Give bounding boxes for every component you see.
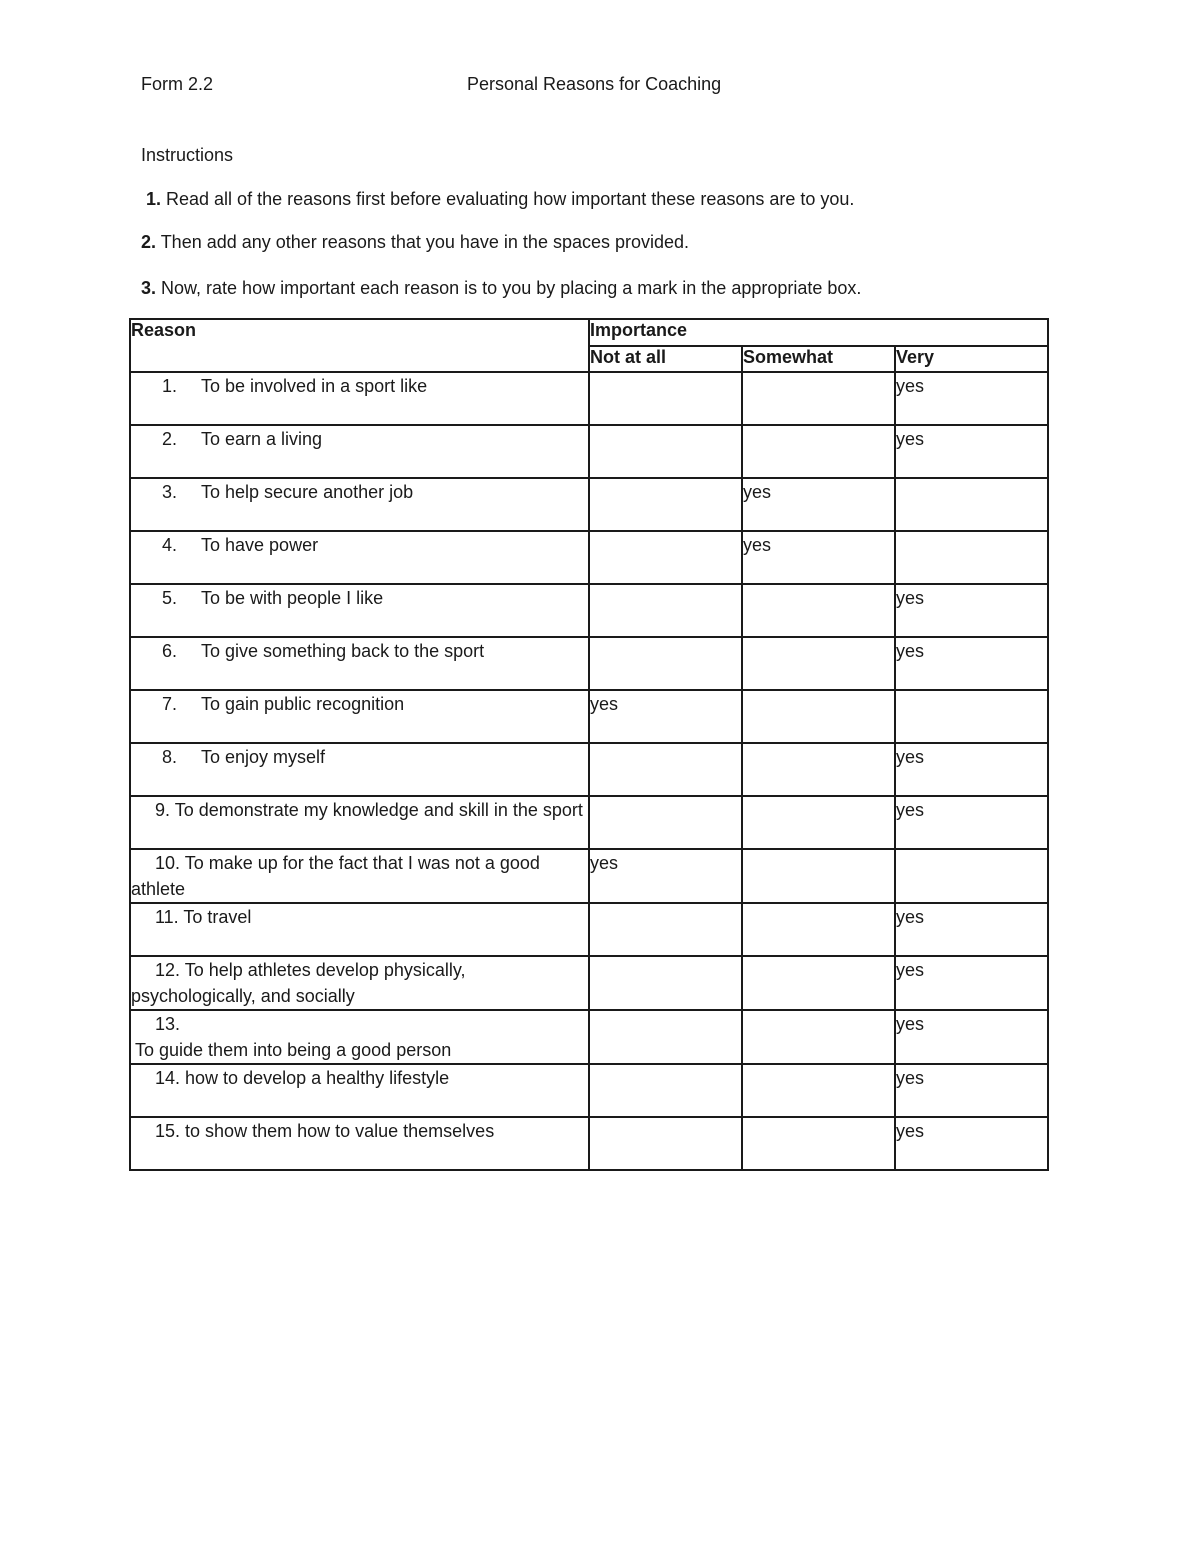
not-at-all-cell[interactable] [589, 584, 742, 637]
importance-column-header: Importance [589, 319, 1048, 346]
page-title: Personal Reasons for Coaching [467, 74, 722, 94]
reason-number: 4. [161, 535, 177, 555]
reason-text: To make up for the fact that I was not a good athlete [131, 853, 540, 899]
not-at-all-cell[interactable] [589, 796, 742, 849]
rating-mark: yes [896, 1068, 925, 1088]
reason-number: 8. [161, 747, 177, 767]
reason-number: 2. [161, 429, 177, 449]
reason-cell[interactable] [130, 372, 589, 425]
table-row [130, 796, 1048, 849]
very-column-header: Very [895, 346, 1048, 372]
table-row [130, 425, 1048, 478]
reason-number: 6. [161, 641, 177, 661]
reason-cell[interactable] [130, 1064, 589, 1117]
reason-cell[interactable] [130, 584, 589, 637]
rating-mark: yes [896, 1121, 925, 1141]
very-cell[interactable] [895, 1064, 1048, 1117]
somewhat-cell[interactable] [742, 956, 895, 1010]
very-cell[interactable] [895, 743, 1048, 796]
rating-mark: yes [896, 641, 925, 661]
somewhat-cell[interactable] [742, 796, 895, 849]
not-at-all-cell[interactable] [589, 743, 742, 796]
somewhat-cell[interactable] [742, 743, 895, 796]
not-at-all-cell[interactable] [589, 956, 742, 1010]
very-cell[interactable] [895, 425, 1048, 478]
reason-text: To guide them into being a good person [135, 1040, 452, 1060]
reason-number: 1. [161, 376, 177, 396]
reason-text: To have power [201, 535, 319, 555]
reason-text: To earn a living [201, 429, 323, 449]
table-row [130, 1117, 1048, 1170]
somewhat-cell[interactable] [742, 531, 895, 584]
reason-column-header: Reason [130, 319, 589, 372]
reason-text: To be involved in a sport like [201, 376, 428, 396]
reason-cell[interactable] [130, 743, 589, 796]
rating-mark: yes [896, 1014, 925, 1034]
rating-mark: yes [896, 907, 925, 927]
reason-cell[interactable] [130, 531, 589, 584]
instruction-3 [141, 278, 861, 299]
rating-mark: yes [590, 853, 619, 873]
instruction-text: Now, rate how important each reason is to you by placing a mark in the appropriate box. [156, 278, 862, 298]
very-cell[interactable] [895, 1117, 1048, 1170]
not-at-all-cell[interactable] [589, 1117, 742, 1170]
instruction-2 [141, 232, 689, 253]
table-row [130, 956, 1048, 1010]
reason-number: 12. [155, 960, 181, 980]
table-row [130, 743, 1048, 796]
reason-cell[interactable] [130, 1117, 589, 1170]
rating-mark: yes [896, 588, 925, 608]
reason-text: To travel [178, 907, 252, 927]
very-cell[interactable] [895, 903, 1048, 956]
table-row [130, 690, 1048, 743]
not-at-all-column-header: Not at all [589, 346, 742, 372]
instruction-number: 3. [141, 278, 157, 298]
reasons-table [129, 318, 1049, 1171]
reason-text: To enjoy myself [201, 747, 326, 767]
very-cell[interactable] [895, 584, 1048, 637]
reason-cell[interactable] [130, 637, 589, 690]
reason-cell[interactable] [130, 956, 589, 1010]
reason-text: To gain public recognition [201, 694, 405, 714]
not-at-all-cell[interactable] [589, 903, 742, 956]
reason-number: 7. [161, 694, 177, 714]
somewhat-cell[interactable] [742, 1010, 895, 1064]
table-row [130, 584, 1048, 637]
somewhat-cell[interactable] [742, 903, 895, 956]
reasons-table-body [130, 372, 1048, 1170]
reason-number: 10. [155, 853, 181, 873]
not-at-all-cell[interactable] [589, 637, 742, 690]
rating-mark: yes [590, 694, 619, 714]
table-row [130, 531, 1048, 584]
instruction-number: 1. [146, 189, 162, 209]
table-row [130, 372, 1048, 425]
reason-number: 9. [155, 800, 171, 820]
reason-cell[interactable] [130, 796, 589, 849]
form-number: Form 2.2 [141, 74, 214, 94]
very-cell[interactable] [895, 1010, 1048, 1064]
reason-cell[interactable] [130, 849, 589, 903]
not-at-all-cell[interactable] [589, 372, 742, 425]
reason-cell[interactable] [130, 478, 589, 531]
instruction-1 [146, 189, 854, 210]
rating-mark: yes [896, 747, 925, 767]
very-cell[interactable] [895, 796, 1048, 849]
table-row [130, 849, 1048, 903]
not-at-all-cell[interactable] [589, 1010, 742, 1064]
rating-mark: yes [896, 960, 925, 980]
instruction-number: 2. [141, 232, 157, 252]
very-cell[interactable] [895, 956, 1048, 1010]
rating-mark: yes [896, 376, 925, 396]
very-cell[interactable] [895, 637, 1048, 690]
reason-cell[interactable] [130, 1010, 589, 1064]
table-row [130, 903, 1048, 956]
reason-number: 13. [155, 1014, 181, 1034]
reason-cell[interactable] [130, 903, 589, 956]
somewhat-cell[interactable] [742, 1064, 895, 1117]
very-cell[interactable] [895, 849, 1048, 903]
not-at-all-cell[interactable] [589, 690, 742, 743]
reason-text: to show them how to value themselves [180, 1121, 495, 1141]
reason-text: To be with people I like [201, 588, 384, 608]
table-row [130, 1064, 1048, 1117]
not-at-all-cell[interactable] [589, 1064, 742, 1117]
rating-mark: yes [896, 429, 925, 449]
reason-cell[interactable] [130, 690, 589, 743]
reason-text: To help athletes develop physically, psychologically, and socially [131, 960, 466, 1006]
page-header [141, 74, 1061, 100]
somewhat-cell[interactable] [742, 478, 895, 531]
reason-text: To give something back to the sport [201, 641, 485, 661]
very-cell[interactable] [895, 690, 1048, 743]
somewhat-column-header: Somewhat [742, 346, 895, 372]
somewhat-cell[interactable] [742, 637, 895, 690]
not-at-all-cell[interactable] [589, 478, 742, 531]
rating-mark: yes [743, 535, 772, 555]
somewhat-cell[interactable] [742, 690, 895, 743]
table-row [130, 478, 1048, 531]
reason-text: To help secure another job [201, 482, 414, 502]
reason-text: To demonstrate my knowledge and skill in the sport [170, 800, 583, 820]
not-at-all-cell[interactable] [589, 425, 742, 478]
rating-mark: yes [743, 482, 772, 502]
not-at-all-cell[interactable] [589, 531, 742, 584]
reason-number: 5. [161, 588, 177, 608]
somewhat-cell[interactable] [742, 849, 895, 903]
somewhat-cell[interactable] [742, 425, 895, 478]
very-cell[interactable] [895, 372, 1048, 425]
reason-cell[interactable] [130, 425, 589, 478]
instructions-heading: Instructions [141, 145, 234, 165]
somewhat-cell[interactable] [742, 584, 895, 637]
reason-number: 15. [155, 1121, 181, 1141]
reason-number: 14. [155, 1068, 181, 1088]
reason-number: 3. [161, 482, 177, 502]
very-cell[interactable] [895, 531, 1048, 584]
reason-text: how to develop a healthy lifestyle [180, 1068, 450, 1088]
reason-number: 11. [155, 907, 179, 927]
rating-mark: yes [896, 800, 925, 820]
very-cell[interactable] [895, 478, 1048, 531]
somewhat-cell[interactable] [742, 1117, 895, 1170]
somewhat-cell[interactable] [742, 372, 895, 425]
instruction-text: Read all of the reasons first before evaluating how important these reasons are to you. [161, 189, 855, 209]
table-row [130, 1010, 1048, 1064]
not-at-all-cell[interactable] [589, 849, 742, 903]
instruction-text: Then add any other reasons that you have in the spaces provided. [156, 232, 690, 252]
table-row [130, 637, 1048, 690]
